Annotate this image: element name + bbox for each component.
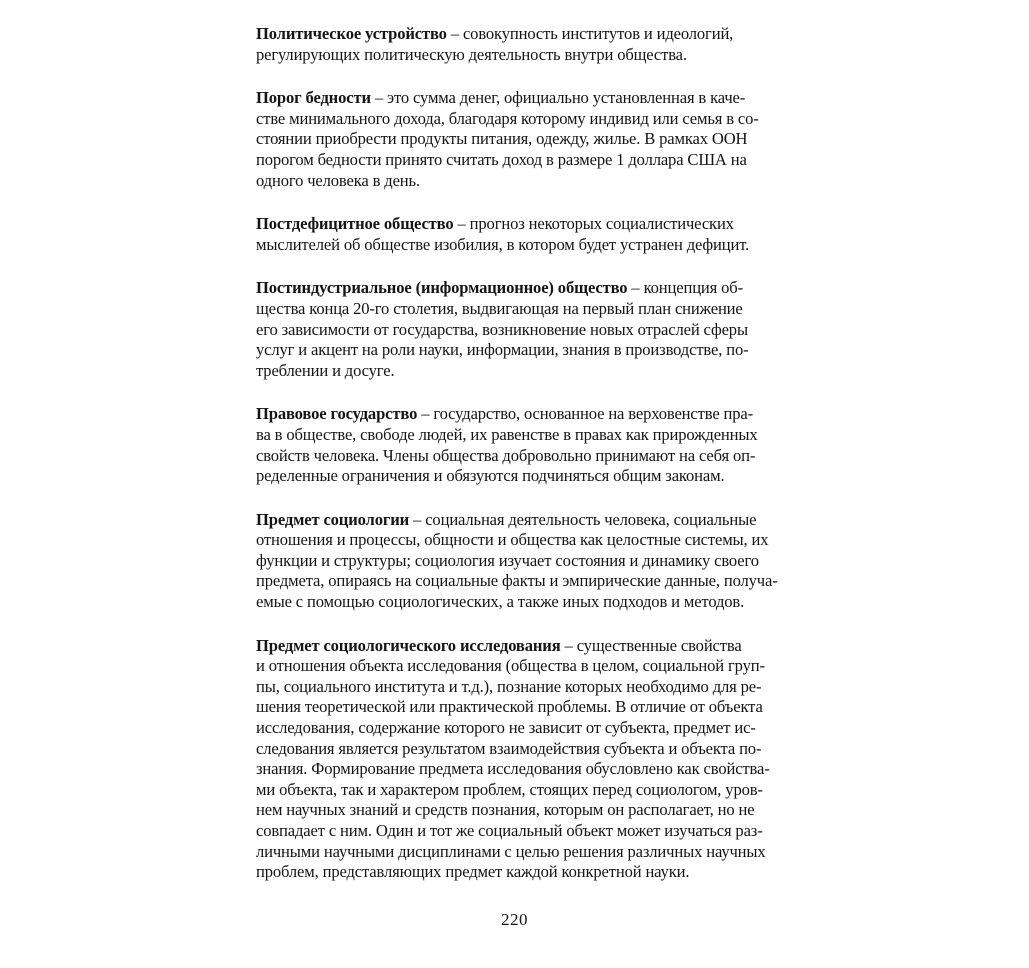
entry-text-line: – концепция об-	[627, 278, 743, 298]
entry-text-line: пы, социального института и т.д.), познание которых необходимо для ре-	[256, 676, 762, 696]
entry-text-line: свойств человека. Члены общества добровольно принимают на себя оп-	[256, 445, 756, 465]
entry-text-line: стоянии приобрести продукты питания, одежду, жилье. В рамках ООН	[256, 129, 748, 149]
entry-text-line: следования является результатом взаимодействия субъекта и объекта по-	[256, 738, 762, 758]
entry-text-line: – существенные свойства	[560, 635, 742, 655]
entry-term: Политическое устройство	[256, 24, 447, 43]
entry-text-line: совпадает с ним. Один и тот же социальный объект может изучаться раз-	[256, 821, 763, 840]
entry-text-line: – прогноз некоторых социалистических	[453, 214, 734, 234]
entry-text-line: личными научными дисциплинами с целью решения различных научных	[256, 841, 766, 861]
entry-text-line: нем научных знаний и средств познания, которым он располагает, но не	[256, 800, 755, 820]
entry-text-line: емые с помощью социологических, а также иных подходов и методов.	[256, 592, 745, 612]
entry-term: Правовое государство	[256, 404, 418, 424]
entry-text-line: и отношения объекта исследования (общества в целом, социальной груп-	[256, 656, 765, 676]
glossary-entry	[256, 214, 816, 255]
glossary-entry	[256, 636, 816, 883]
entry-text-line: – это сумма денег, официально установленная в каче-	[370, 88, 746, 108]
entry-term: Постиндустриальное (информационное) общество	[256, 278, 628, 298]
entry-text-line: – государство, основанное на верховенстве пра-	[417, 404, 753, 424]
entry-text-line: ми объекта, так и характером проблем, стоящих перед социологом, уров-	[256, 779, 763, 799]
entry-text-line: порогом бедности принято считать доход в размере 1 доллара США на	[256, 149, 747, 169]
entry-text-line: регулирующих политическую деятельность внутри общества.	[256, 44, 687, 64]
entry-text-line: услуг и акцент на роли науки, информации, знания в производстве, по-	[256, 340, 749, 360]
entry-text-line: стве минимального дохода, благодаря которому индивид или семья в со-	[256, 108, 759, 128]
entry-term: Постдефицитное общество	[256, 214, 454, 234]
entry-text-line: его зависимости от государства, возникновение новых отраслей сферы	[256, 319, 748, 339]
page-number: 220	[501, 910, 528, 929]
entry-text-line: треблении и досуге.	[256, 360, 395, 380]
entry-text-line: щества конца 20-го столетия, выдвигающая на первый план снижение	[256, 298, 743, 318]
entry-text-line: отношения и процессы, общности и общества как целостные системы, их	[256, 530, 769, 550]
entry-term: Предмет социологического исследования	[256, 635, 561, 655]
entry-text-line: предмета, опираясь на социальные факты и эмпирические данные, получа-	[256, 571, 778, 591]
entry-text-line: – социальная деятельность человека, социальные	[409, 509, 757, 529]
entry-term: Порог бедности	[256, 88, 371, 108]
glossary-entry	[256, 404, 816, 486]
entry-text-line: – совокупность институтов и идеологий,	[446, 24, 734, 43]
glossary-entry	[256, 88, 816, 191]
glossary-entry	[256, 24, 816, 65]
entry-text-line: знания. Формирование предмета исследования обусловлено как свойства-	[256, 759, 770, 779]
glossary-entry	[256, 278, 816, 381]
glossary-entry	[256, 510, 816, 613]
glossary-entries	[256, 24, 816, 906]
entry-text-line: проблем, представляющих предмет каждой конкретной науки.	[256, 862, 690, 882]
entry-text-line: мыслителей об обществе изобилия, в котором будет устранен дефицит.	[256, 234, 750, 254]
entry-text-line: шения теоретической или практической проблемы. В отличие от объекта	[256, 697, 763, 717]
entry-text-line: ределенные ограничения и обязуются подчиняться общим законам.	[256, 466, 725, 486]
entry-text-line: одного человека в день.	[256, 170, 420, 190]
entry-text-line: функции и структуры; социология изучает состояния и динамику своего	[256, 550, 759, 570]
entry-text-line: ва в обществе, свободе людей, их равенстве в правах как прирожденных	[256, 424, 758, 444]
entry-text-line: исследования, содержание которого не зависит от субъекта, предмет ис-	[256, 718, 756, 738]
entry-term: Предмет социологии	[256, 509, 410, 529]
